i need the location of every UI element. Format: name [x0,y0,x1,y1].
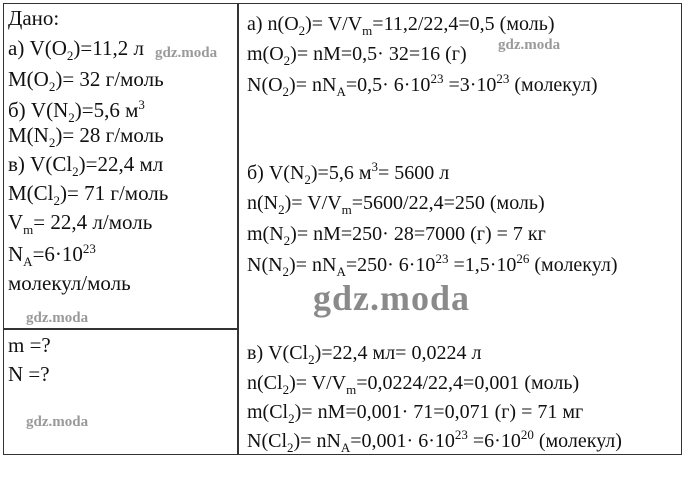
given-line: б) $V(N_2)=5,6$ $м^3$ [8,97,145,125]
watermark: gdz.moda [498,37,561,53]
watermark: gdz.moda [26,310,89,326]
solution-line: б) $V(N_2)=5,6$ $м^3= 5600$ л [247,159,450,187]
given-line: $M(O_2)= 32$ г/моль [8,67,164,94]
find-line: N =? [8,362,50,386]
given-line: в) $V(Cl_2)=22,4$ мл [8,152,164,179]
solution-line: $n(N_2)= V/V_m=5600/22,4=250$ (моль) [247,192,545,217]
given-line: $V_m= 22,4$ л/моль [8,210,153,237]
solution-line: $N(O_2)= nN_A=0,5\cdot 6\cdot 10^{23} =3\cdot 10^{23}$ (молекул) [247,71,598,99]
find-line: m =? [8,333,51,357]
given-line: $M(N_2)= 28$ г/моль [8,123,164,150]
watermark: gdz.moda [313,278,471,318]
watermark: gdz.moda [155,45,218,61]
watermark: gdz.moda [26,414,89,430]
given-title: Дано: [8,6,60,30]
solution-line: а) $n(O_2)= V/V_m=11,2/22,4=0,5$ (моль) [247,13,555,38]
solution-line: $N(N_2)= nN_A=250\cdot 6\cdot 10^{23} =1,5\cdot 10^{26}$ (молекул) [247,251,618,279]
solution-line: в) $V(Cl_2)=22,4$ мл= 0,0224 л [247,342,482,367]
solution-line: $m(Cl_2)= nM=0,001\cdot 71=0,071$ (г) = 71 мг [247,401,584,426]
given-line: $N_A=6\cdot 10^{23}$ [8,241,96,269]
solution-line: $n(Cl_2)= V/V_m=0,0224/22,4=0,001$ (моль) [247,372,580,397]
given-line: молекул/моль [8,271,131,295]
column-divider [237,3,239,454]
given-text: а) $V(O_2)=11,2$ л [8,36,144,63]
given-line: $M(Cl_2)= 71$ г/моль [8,181,169,208]
given-find-divider [3,328,238,330]
solution-line: $N(Cl_2)= nN_A=0,001\cdot 6\cdot 10^{23} =6\cdot 10^{20}$ (молекул) [247,427,622,455]
solution-line: $m(N_2)= nM=250\cdot 28=7000$ (г) = 7 кг [247,223,546,248]
given-line [8,36,144,63]
solution-line: $m(O_2)= nM=0,5\cdot 32=16$ (г) [247,43,467,68]
